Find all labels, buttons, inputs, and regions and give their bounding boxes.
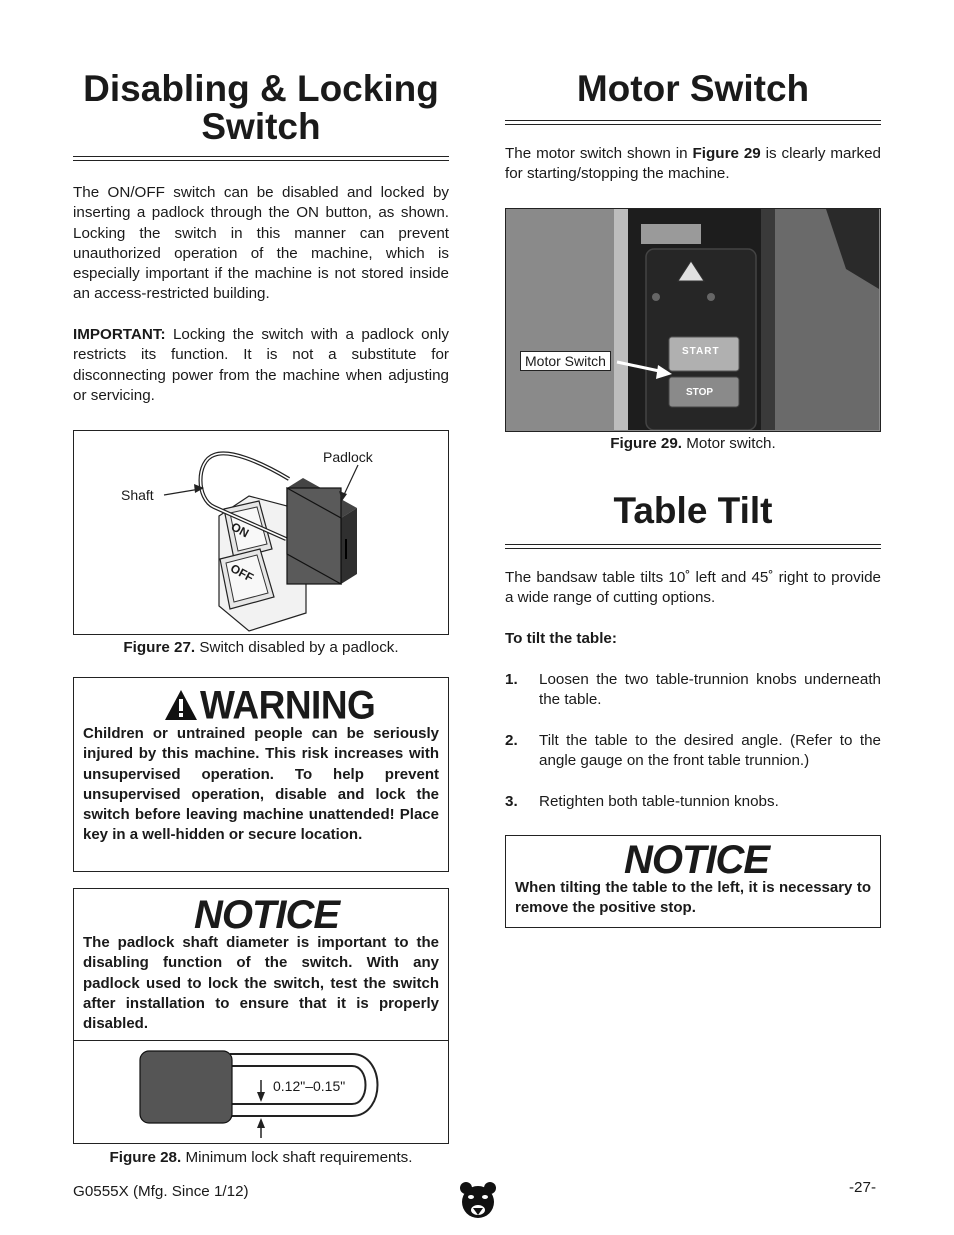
step-2-text: Tilt the table to the desired angle. (Refer to the angle gauge on the front table trunnion.) bbox=[539, 732, 881, 770]
figure-28-caption-label: Figure 28. bbox=[109, 1149, 182, 1166]
shaft-callout-line bbox=[164, 489, 200, 495]
important-label: IMPORTANT: bbox=[73, 326, 166, 343]
steps-heading: To tilt the table: bbox=[505, 630, 617, 647]
start-button-label: START bbox=[682, 346, 720, 357]
dimension-arrow-down-icon bbox=[257, 1092, 265, 1102]
important-text: Locking the switch with a padlock only restricts its function. It is not a substitute for disconnecting power from the machine when adjusting or servicing. bbox=[73, 326, 449, 404]
motor-intro-b: is clearly marked for starting/stopping the machine. bbox=[505, 145, 882, 183]
tilt-title-rule bbox=[505, 544, 881, 549]
step-2-number: 2. bbox=[505, 732, 518, 749]
lock-body-shape bbox=[140, 1051, 232, 1123]
step-1-text: Loosen the two table-trunnion knobs underneath the table. bbox=[539, 671, 881, 709]
motor-intro bbox=[505, 144, 881, 185]
step-3-text: Retighten both table-tunnion knobs. bbox=[539, 793, 779, 810]
shaft-dimension-label: 0.12"–0.15" bbox=[273, 1078, 346, 1094]
disabling-title-line1: Disabling & Locking bbox=[83, 68, 439, 109]
figure-27-caption-text: Switch disabled by a padlock. bbox=[195, 639, 399, 656]
shaft-label: Shaft bbox=[121, 487, 154, 503]
padlock-switch-illustration bbox=[74, 431, 447, 633]
off-button-label: OFF bbox=[228, 561, 256, 585]
motor-intro-a: The motor switch shown in bbox=[505, 145, 693, 162]
dimension-arrow-up-icon bbox=[257, 1118, 265, 1128]
figure-28-caption bbox=[73, 1149, 449, 1166]
notice-box-left bbox=[73, 888, 449, 1144]
figure-29-caption-text: Motor switch. bbox=[682, 435, 776, 452]
notice-text-right: When tilting the table to the left, it is necessary to remove the positive stop. bbox=[515, 879, 871, 917]
figure-28-caption-text: Minimum lock shaft requirements. bbox=[181, 1149, 413, 1166]
notice-heading-right: NOTICE bbox=[624, 838, 770, 882]
figure-27-caption bbox=[73, 639, 449, 656]
figure-27-box bbox=[73, 430, 449, 635]
page-number: -27- bbox=[849, 1179, 877, 1196]
disabling-intro: The ON/OFF switch can be disabled and locked by inserting a padlock through the ON button, as shown. Locking the switch in this manner can prevent unauthorized operation of the machine, which is especially important if the machine is not stored inside an access-restricted building. bbox=[73, 184, 449, 303]
motor-intro-fig-ref: Figure 29 bbox=[692, 145, 761, 162]
table-tilt-title: Table Tilt bbox=[613, 490, 773, 531]
figure-29-photo bbox=[505, 208, 881, 432]
notice-box-right bbox=[505, 835, 881, 928]
step-3-number: 3. bbox=[505, 793, 518, 810]
notice-text-left: The padlock shaft diameter is important to the disabling function of the switch. With any padlock used to lock the switch, test the switch after installation to ensure that it is properly disabled. bbox=[83, 934, 439, 1033]
figure-29-caption bbox=[505, 435, 881, 452]
motor-title-rule bbox=[505, 120, 881, 125]
bear-logo-icon bbox=[458, 1180, 498, 1220]
notice-heading-left: NOTICE bbox=[194, 893, 340, 937]
warning-box bbox=[73, 677, 449, 872]
notice-divider bbox=[74, 1040, 448, 1041]
important-paragraph bbox=[73, 325, 449, 406]
padlock-label: Padlock bbox=[323, 449, 373, 465]
disabling-title-line2: Switch bbox=[201, 106, 321, 147]
step-1-number: 1. bbox=[505, 671, 518, 688]
lock-shaft-diagram bbox=[74, 1042, 447, 1142]
warning-text: Children or untrained people can be seriously injured by this machine. This risk increases with unsupervised operation. To help prevent unsupervised operation, disable and lock the switch before leaving machine unattended! Place key in a well-hidden or secure location. bbox=[83, 725, 439, 844]
tilt-intro: The bandsaw table tilts 10˚ left and 45˚ right to provide a wide range of cutting options. bbox=[505, 569, 881, 607]
figure-27-caption-label: Figure 27. bbox=[123, 639, 196, 656]
title-rule bbox=[73, 156, 449, 161]
motor-switch-callout-label: Motor Switch bbox=[520, 351, 611, 371]
warning-heading: WARNING bbox=[200, 683, 376, 728]
stop-button-label: STOP bbox=[686, 387, 714, 398]
motor-switch-title: Motor Switch bbox=[576, 68, 810, 109]
footer-model: G0555X (Mfg. Since 1/12) bbox=[73, 1183, 249, 1200]
figure-29-caption-label: Figure 29. bbox=[610, 435, 683, 452]
warning-triangle-icon bbox=[164, 689, 198, 721]
on-button-label: ON bbox=[228, 519, 252, 541]
